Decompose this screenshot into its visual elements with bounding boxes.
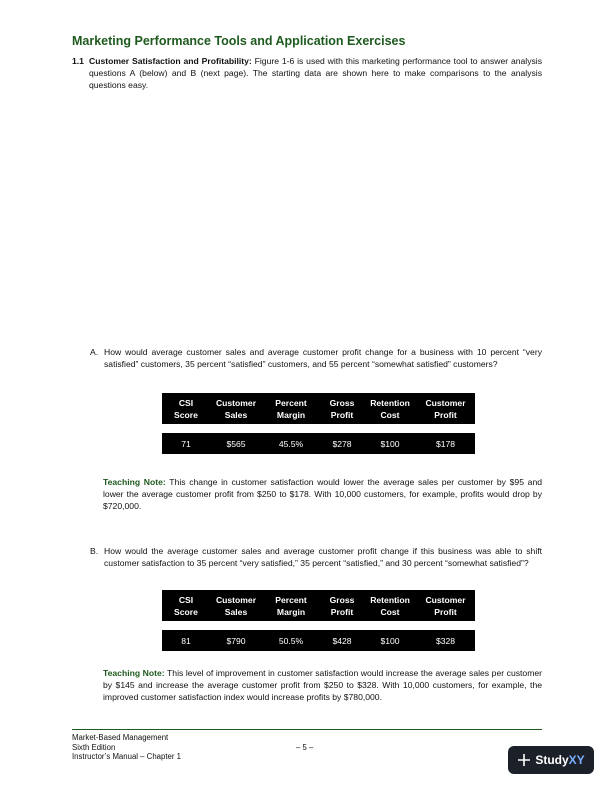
question-a [90, 346, 542, 370]
footer-edition: Sixth Edition [72, 742, 116, 752]
footer-divider [72, 729, 542, 730]
header-csi-score: CSI Score [174, 594, 198, 617]
header-customer-profit: Customer Profit [425, 397, 466, 420]
cell-gross-profit: $278 [332, 438, 352, 449]
cell-customer-profit: $178 [435, 438, 456, 449]
header-gross-profit: Gross Profit [329, 594, 355, 617]
header-retention-cost: Retention Cost [370, 397, 410, 420]
question-b [90, 545, 542, 569]
cell-customer-sales: $565 [226, 438, 246, 449]
teaching-note-text: This level of improvement in customer satisfaction would increase the average sales per customer by $145 and increase the average customer profit from $250 to $328. With 10,000 customers, for example, the improved customer satisfaction index would increase profits by $780,000. [103, 668, 542, 702]
results-table-a [162, 393, 475, 454]
cell-csi-score: 81 [181, 635, 191, 646]
table-row [162, 433, 475, 454]
footer-book-title: Market-Based Management [72, 733, 169, 742]
results-table-b [162, 590, 475, 651]
question-letter: B. [90, 546, 99, 556]
table-divider [162, 621, 475, 630]
header-gross-profit: Gross Profit [329, 397, 355, 420]
cell-customer-profit: $328 [435, 635, 456, 646]
studyxy-logo-button[interactable] [508, 746, 594, 774]
intro-number: 1.1 [72, 56, 84, 66]
teaching-note-a [103, 476, 542, 512]
header-customer-sales: Customer Sales [215, 594, 257, 617]
question-text: How would average customer sales and average customer profit change for a business with 10 percent “very satisfied” customers, 35 percent “satisfied” customers, and 55 percent “somewhat satisfied” customers? [104, 347, 542, 369]
question-text: How would the average customer sales and average customer profit change if this business was able to shift customer satisfaction to 35 percent “very satisfied,” 35 percent “satisfied,” and 30 percent “somewhat satisfied”? [104, 546, 542, 568]
cell-csi-score: 71 [181, 438, 191, 449]
teaching-note-text: This change in customer satisfaction would lower the average sales per customer by $95 and lower the average customer profit from $250 to $178. With 10,000 customers, for example, profits would drop by $720,000. [103, 477, 543, 511]
table-header-row [162, 393, 475, 424]
header-customer-sales: Customer Sales [215, 397, 257, 420]
intro-paragraph [72, 55, 542, 91]
header-customer-profit: Customer Profit [425, 594, 466, 617]
table-row [162, 630, 475, 651]
cell-percent-margin: 50.5% [278, 635, 304, 646]
question-letter: A. [90, 347, 99, 357]
page-number: – 5 – [296, 743, 314, 752]
cell-percent-margin: 45.5% [278, 438, 304, 449]
page-title: Marketing Performance Tools and Application Exercises [72, 34, 406, 48]
teaching-note-b [103, 667, 542, 703]
header-csi-score: CSI Score [174, 397, 198, 420]
cell-gross-profit: $428 [332, 635, 352, 646]
cell-customer-sales: $790 [226, 635, 246, 646]
table-divider [162, 424, 475, 433]
table-header-row [162, 590, 475, 621]
cell-retention-cost: $100 [380, 438, 400, 449]
header-percent-margin: Percent Margin [275, 397, 307, 420]
intro-heading: Customer Satisfaction and Profitability: [89, 56, 252, 66]
plus-icon [517, 753, 531, 767]
intro-text: Figure 1-6 is used with this marketing performance tool to answer analysis questions A (below) and B (next page). The starting data are shown here to make comparisons to the analysis questions easy. [89, 56, 542, 90]
cell-retention-cost: $100 [380, 635, 400, 646]
brand-name: StudyXY [535, 753, 585, 767]
header-retention-cost: Retention Cost [370, 594, 410, 617]
footer-chapter: Instructor’s Manual – Chapter 1 [72, 752, 181, 761]
teaching-note-label: Teaching Note: [103, 477, 166, 487]
footer-book-info [72, 733, 181, 762]
header-percent-margin: Percent Margin [275, 594, 307, 617]
teaching-note-label: Teaching Note: [103, 668, 165, 678]
